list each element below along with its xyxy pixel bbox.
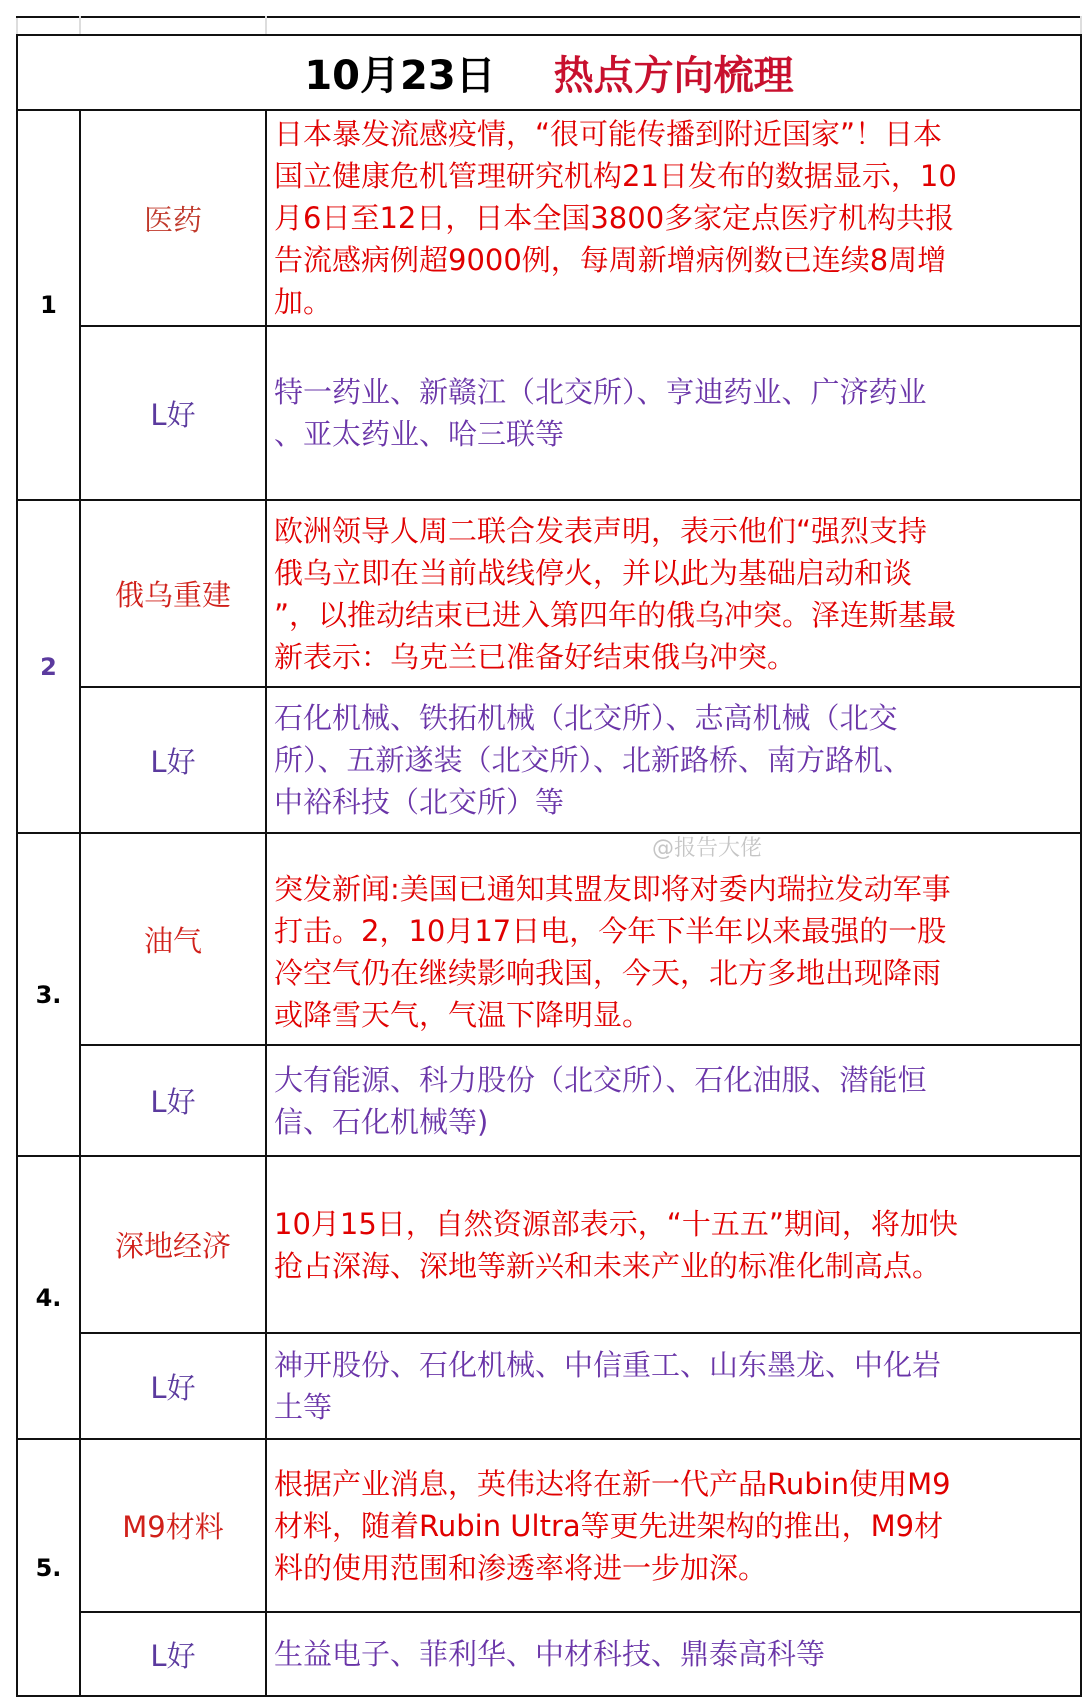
section-news — [266, 833, 1081, 1045]
section-topic: 俄乌重建 — [80, 500, 266, 687]
section-topic: M9材料 — [80, 1439, 266, 1612]
section-topic: 油气 — [80, 833, 266, 1045]
stocks-line: 大有能源、科力股份（北交所）、石化油服、潜能恒 — [274, 1062, 927, 1097]
stocks-line: 中裕科技（北交所）等 — [274, 785, 565, 819]
section-stocks — [266, 1612, 1081, 1696]
title-row — [17, 35, 1081, 110]
news-line: 材料，随着Rubin Ultra等更先进架构的推出，M9材 — [274, 1508, 944, 1543]
news-line: 根据产业消息，英伟达将在新一代产品Rubin使用M9 — [274, 1466, 951, 1501]
news-line: 冷空气仍在继续影响我国，今天，北方多地出现降雨 — [274, 956, 942, 990]
news-line: 或降雪天气，气温下降明显。 — [274, 998, 652, 1032]
section-news — [266, 110, 1081, 326]
section-number: 1 — [17, 110, 80, 500]
news-line: 打击。2，10月17日电，今年下半年以来最强的一股 — [274, 914, 947, 948]
section-stocks-row — [17, 687, 1081, 833]
section-stocks — [266, 1045, 1081, 1156]
title-date: 10月23日 — [304, 53, 496, 99]
page-title — [17, 35, 1081, 110]
news-line: 突发新闻:美国已通知其盟友即将对委内瑞拉发动军事 — [274, 872, 951, 906]
section-topic: 医药 — [80, 110, 266, 326]
stocks-line: 土等 — [274, 1390, 333, 1424]
section-stocks — [266, 326, 1081, 500]
stocks-line: 神开股份、石化机械、中信重工、山东墨龙、中化岩 — [274, 1348, 942, 1382]
section-number: 5. — [17, 1439, 80, 1696]
news-line: 欧洲领导人周二联合发表声明，表示他们“强烈支持 — [274, 513, 928, 548]
good-label: L好 — [80, 1045, 266, 1156]
news-line: 抢占深海、深地等新兴和未来产业的标准化制高点。 — [274, 1248, 942, 1283]
blank-row — [17, 17, 1081, 35]
section-stocks-row — [17, 1045, 1081, 1156]
news-line: ”，以推动结束已进入第四年的俄乌冲突。泽连斯基最 — [274, 597, 957, 632]
section-number: 3. — [17, 833, 80, 1156]
section-topic: 深地经济 — [80, 1156, 266, 1333]
section-news — [266, 1439, 1081, 1612]
stocks-line: 所）、五新遂装（北交所）、北新路桥、南方路机、 — [274, 743, 913, 777]
section-number: 2 — [17, 500, 80, 833]
watermark: @报告大佬 — [652, 836, 763, 861]
section-news — [266, 1156, 1081, 1333]
good-label: L好 — [80, 687, 266, 833]
news-line: 月6日至12日，日本全国3800多家定点医疗机构共报 — [274, 201, 955, 235]
news-line: 日本暴发流感疫情，“很可能传播到附近国家”！日本 — [274, 117, 943, 151]
news-line: 10月15日，自然资源部表示，“十五五”期间，将加快 — [274, 1206, 958, 1241]
stocks-line: 、亚太药业、哈三联等 — [274, 417, 565, 451]
hotspot-table — [16, 16, 1082, 1697]
section-stocks-row — [17, 326, 1081, 500]
news-line: 告流感病例超9000例，每周新增病例数已连续8周增 — [274, 243, 947, 277]
news-line: 新表示：乌克兰已准备好结束俄乌冲突。 — [274, 639, 797, 674]
stocks-line: 石化机械、铁拓机械（北交所）、志高机械（北交 — [274, 701, 898, 735]
section-news-row — [17, 110, 1081, 326]
good-label: L好 — [80, 326, 266, 500]
stocks-line: 信、石化机械等) — [274, 1104, 489, 1139]
section-news-row — [17, 500, 1081, 687]
section-news-row — [17, 1439, 1081, 1612]
good-label: L好 — [80, 1612, 266, 1696]
section-stocks — [266, 687, 1081, 833]
title-main: 热点方向梳理 — [553, 53, 794, 99]
section-news-row — [17, 833, 1081, 1045]
section-number: 4. — [17, 1156, 80, 1439]
news-line: 加。 — [274, 285, 333, 319]
good-label: L好 — [80, 1333, 266, 1439]
stocks-line: 特一药业、新赣江（北交所）、亨迪药业、广济药业 — [274, 375, 927, 409]
news-line: 国立健康危机管理研究机构21日发布的数据显示，10 — [274, 159, 957, 193]
section-stocks-row — [17, 1612, 1081, 1696]
section-news — [266, 500, 1081, 687]
news-line: 料的使用范围和渗透率将进一步加深。 — [274, 1550, 768, 1585]
section-news-row — [17, 1156, 1081, 1333]
section-stocks-row — [17, 1333, 1081, 1439]
stocks-line: 生益电子、菲利华、中材科技、鼎泰高科等 — [274, 1637, 826, 1671]
news-line: 俄乌立即在当前战线停火，并以此为基础启动和谈 — [274, 555, 913, 590]
section-stocks — [266, 1333, 1081, 1439]
